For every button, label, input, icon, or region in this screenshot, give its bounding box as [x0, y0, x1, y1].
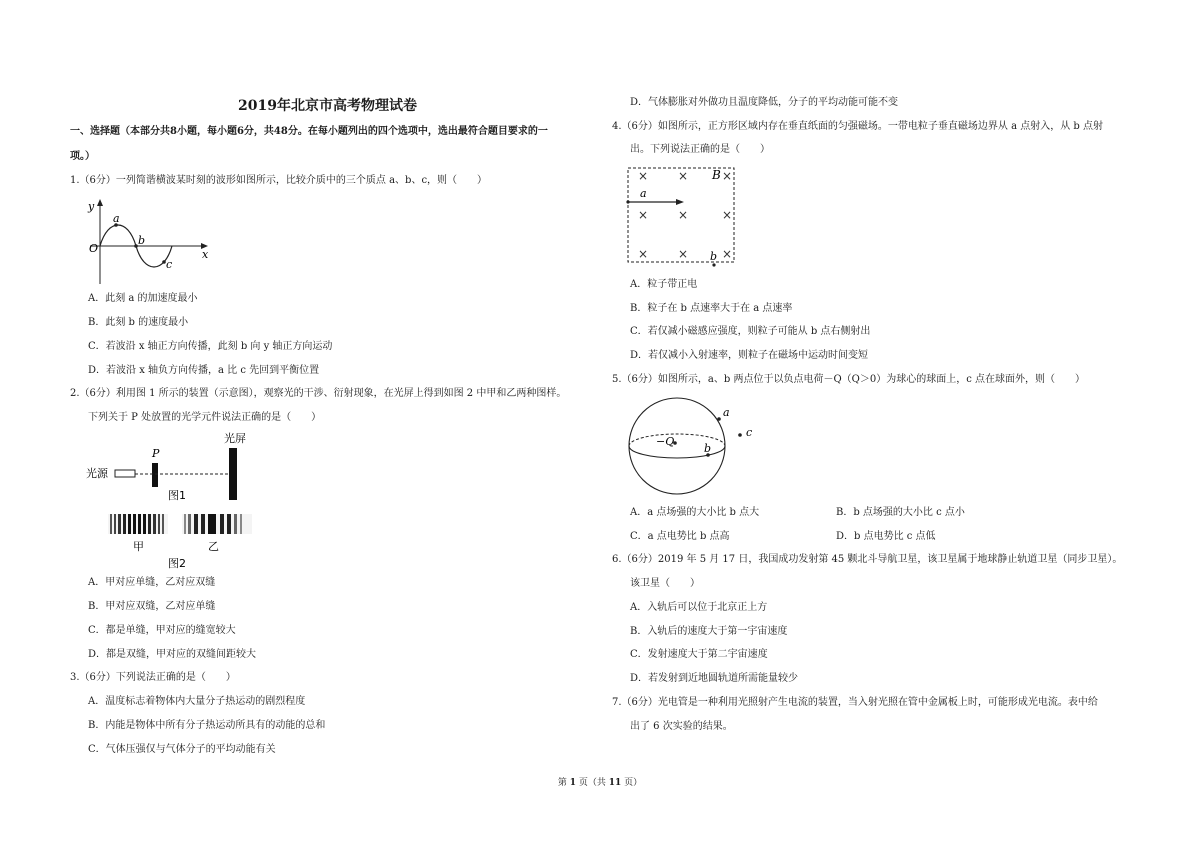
q4-cross-icon: ×: [722, 169, 733, 183]
q6-stem-line2: 该卫星（ ）: [630, 578, 700, 589]
q2-jia-label: 甲: [133, 540, 144, 553]
q1-option-c: C．若波沿 x 轴正方向传播，此刻 b 向 y 轴正方向运动: [88, 341, 333, 352]
q1-a-label: a: [113, 212, 120, 225]
q2-optical-element: [152, 463, 158, 487]
q5-a-label: a: [723, 406, 730, 419]
q1-y-label: y: [88, 200, 95, 213]
page-title: 2019年北京市高考物理试卷: [238, 98, 417, 114]
q1-option-a: A．此刻 a 的加速度最小: [88, 293, 198, 304]
q2-screen: [229, 448, 237, 500]
q6-option-b: B．入轨后的速度大于第一宇宙速度: [630, 626, 788, 637]
q2-light-source: [115, 470, 135, 477]
q5-point-c: [738, 433, 742, 437]
q4-option-d: D．若仅减小入射速率，则粒子在磁场中运动时间变短: [630, 350, 869, 361]
q2-stem-line1: 2.（6分）利用图 1 所示的装置（示意图），观察光的干涉、衍射现象，在光屏上得到如图 2 中甲和乙两种图样。: [70, 388, 567, 399]
q5-option-c: C．a 点电势比 b 点高: [630, 531, 730, 542]
q5-c-label: c: [746, 426, 753, 439]
q2-option-b: B．甲对应双缝，乙对应单缝: [88, 601, 216, 612]
q1-y-arrow-icon: [97, 199, 103, 206]
q1-wave-figure: [86, 196, 216, 286]
q3-option-b: B．内能是物体中所有分子热运动所具有的动能的总和: [88, 720, 326, 731]
q1-origin-label: O: [89, 242, 99, 255]
q2-stem-line2: 下列关于 P 处放置的光学元件说法正确的是（ ）: [88, 412, 322, 423]
q2-option-c: C．都是单缝，甲对应的缝宽较大: [88, 625, 236, 636]
q6-option-d: D．若发射到近地圆轨道所需能量较少: [630, 673, 799, 684]
q4-option-b: B．粒子在 b 点速率大于在 a 点速率: [630, 303, 793, 314]
q1-stem: 1.（6分）一列简谐横波某时刻的波形如图所示，比较介质中的三个质点 a、b、c，则（ ）: [70, 175, 488, 186]
q4-b-field-label: B: [712, 168, 721, 182]
q2-option-a: A．甲对应单缝，乙对应双缝: [88, 577, 216, 588]
section-heading-line1: 一、选择题（本部分共8小题，每小题6分，共48分。在每小题列出的四个选项中，选出最符合题目要求的一: [70, 126, 548, 137]
q2-screen-label: 光屏: [224, 432, 246, 445]
q4-point-b: [712, 263, 715, 266]
q6-option-c: C．发射速度大于第二宇宙速度: [630, 649, 768, 660]
q5-q-label: −Q: [656, 435, 675, 448]
q3-option-a: A．温度标志着物体内大量分子热运动的剧烈程度: [88, 696, 306, 707]
q7-stem-line1: 7.（6分）光电管是一种利用光照射产生电流的装置，当入射光照在管中金属板上时，可能形成光电流。表中给: [612, 697, 1098, 708]
q5-sphere-figure: [622, 394, 762, 498]
q5-b-label: b: [704, 442, 712, 455]
q1-option-b: B．此刻 b 的速度最小: [88, 317, 189, 328]
q2-p-label: P: [152, 447, 160, 460]
q3-stem: 3.（6分）下列说法正确的是（ ）: [70, 672, 236, 683]
footer-suffix: 页）: [624, 778, 643, 788]
q2-pattern-jia: [108, 514, 168, 534]
q4-arrow-head-icon: [676, 199, 684, 205]
q4-cross-icon: ×: [638, 169, 649, 183]
q4-cross-icon: ×: [638, 247, 649, 261]
footer-page-number: 1: [569, 778, 576, 788]
q2-yi-label: 乙: [208, 540, 219, 553]
q2-option-d: D．都是双缝，甲对应的双缝间距较大: [88, 649, 257, 660]
footer-mid: 页（共: [578, 778, 606, 788]
q3-option-d: D．气体膨胀对外做功且温度降低，分子的平均动能可能不变: [630, 97, 899, 108]
q5-point-a: [717, 417, 721, 421]
q1-b-label: b: [138, 234, 146, 247]
q2-fig2-label: 图2: [168, 557, 186, 570]
q2-source-label: 光源: [86, 467, 108, 480]
q2-pattern-yi: [182, 514, 252, 534]
q4-figure: [624, 164, 744, 274]
q6-stem-line1: 6.（6分）2019 年 5 月 17 日，我国成功发射第 45 颗北斗导航卫星，该卫星属于地球静止轨道卫星（同步卫星）。: [612, 554, 1123, 565]
q4-stem-line1: 4.（6分）如图所示，正方形区域内存在垂直纸面的匀强磁场。一带电粒子垂直磁场边界从 a 点射入，从 b 点射: [612, 121, 1103, 132]
q3-option-c: C．气体压强仅与气体分子的平均动能有关: [88, 744, 276, 755]
q4-stem-line2: 出。下列说法正确的是（ ）: [630, 144, 770, 155]
q5-option-b: B．b 点场强的大小比 c 点小: [836, 507, 965, 518]
q2-fig1-label: 图1: [168, 489, 186, 502]
q1-c-label: c: [166, 258, 173, 271]
page-footer: [0, 775, 1200, 788]
q4-cross-icon: ×: [678, 247, 689, 261]
q5-option-a: A．a 点场强的大小比 b 点大: [630, 507, 760, 518]
q4-a-label: a: [640, 187, 647, 200]
q2-figure: [86, 430, 266, 570]
q4-cross-icon: ×: [722, 208, 733, 222]
footer-total-pages: 11: [608, 778, 622, 788]
q4-option-c: C．若仅减小磁感应强度，则粒子可能从 b 点右侧射出: [630, 326, 871, 337]
q1-x-label: x: [202, 248, 209, 261]
q4-option-a: A．粒子带正电: [630, 279, 698, 290]
q5-stem: 5.（6分）如图所示，a、b 两点位于以负点电荷－Q（Q＞0）为球心的球面上，c 点在球面外，则（ ）: [612, 374, 1085, 385]
q6-option-a: A．入轨后可以位于北京正上方: [630, 602, 768, 613]
q4-b-label: b: [710, 250, 718, 263]
q4-cross-icon: ×: [678, 208, 689, 222]
q4-cross-icon: ×: [678, 169, 689, 183]
q1-option-d: D．若波沿 x 轴负方向传播，a 比 c 先回到平衡位置: [88, 365, 320, 376]
q7-stem-line2: 出了 6 次实验的结果。: [630, 721, 733, 732]
q4-cross-icon: ×: [722, 247, 733, 261]
footer-prefix: 第: [557, 778, 567, 788]
q5-option-d: D．b 点电势比 c 点低: [836, 531, 936, 542]
section-heading-line2: 项。）: [70, 151, 95, 162]
q4-cross-icon: ×: [638, 208, 649, 222]
